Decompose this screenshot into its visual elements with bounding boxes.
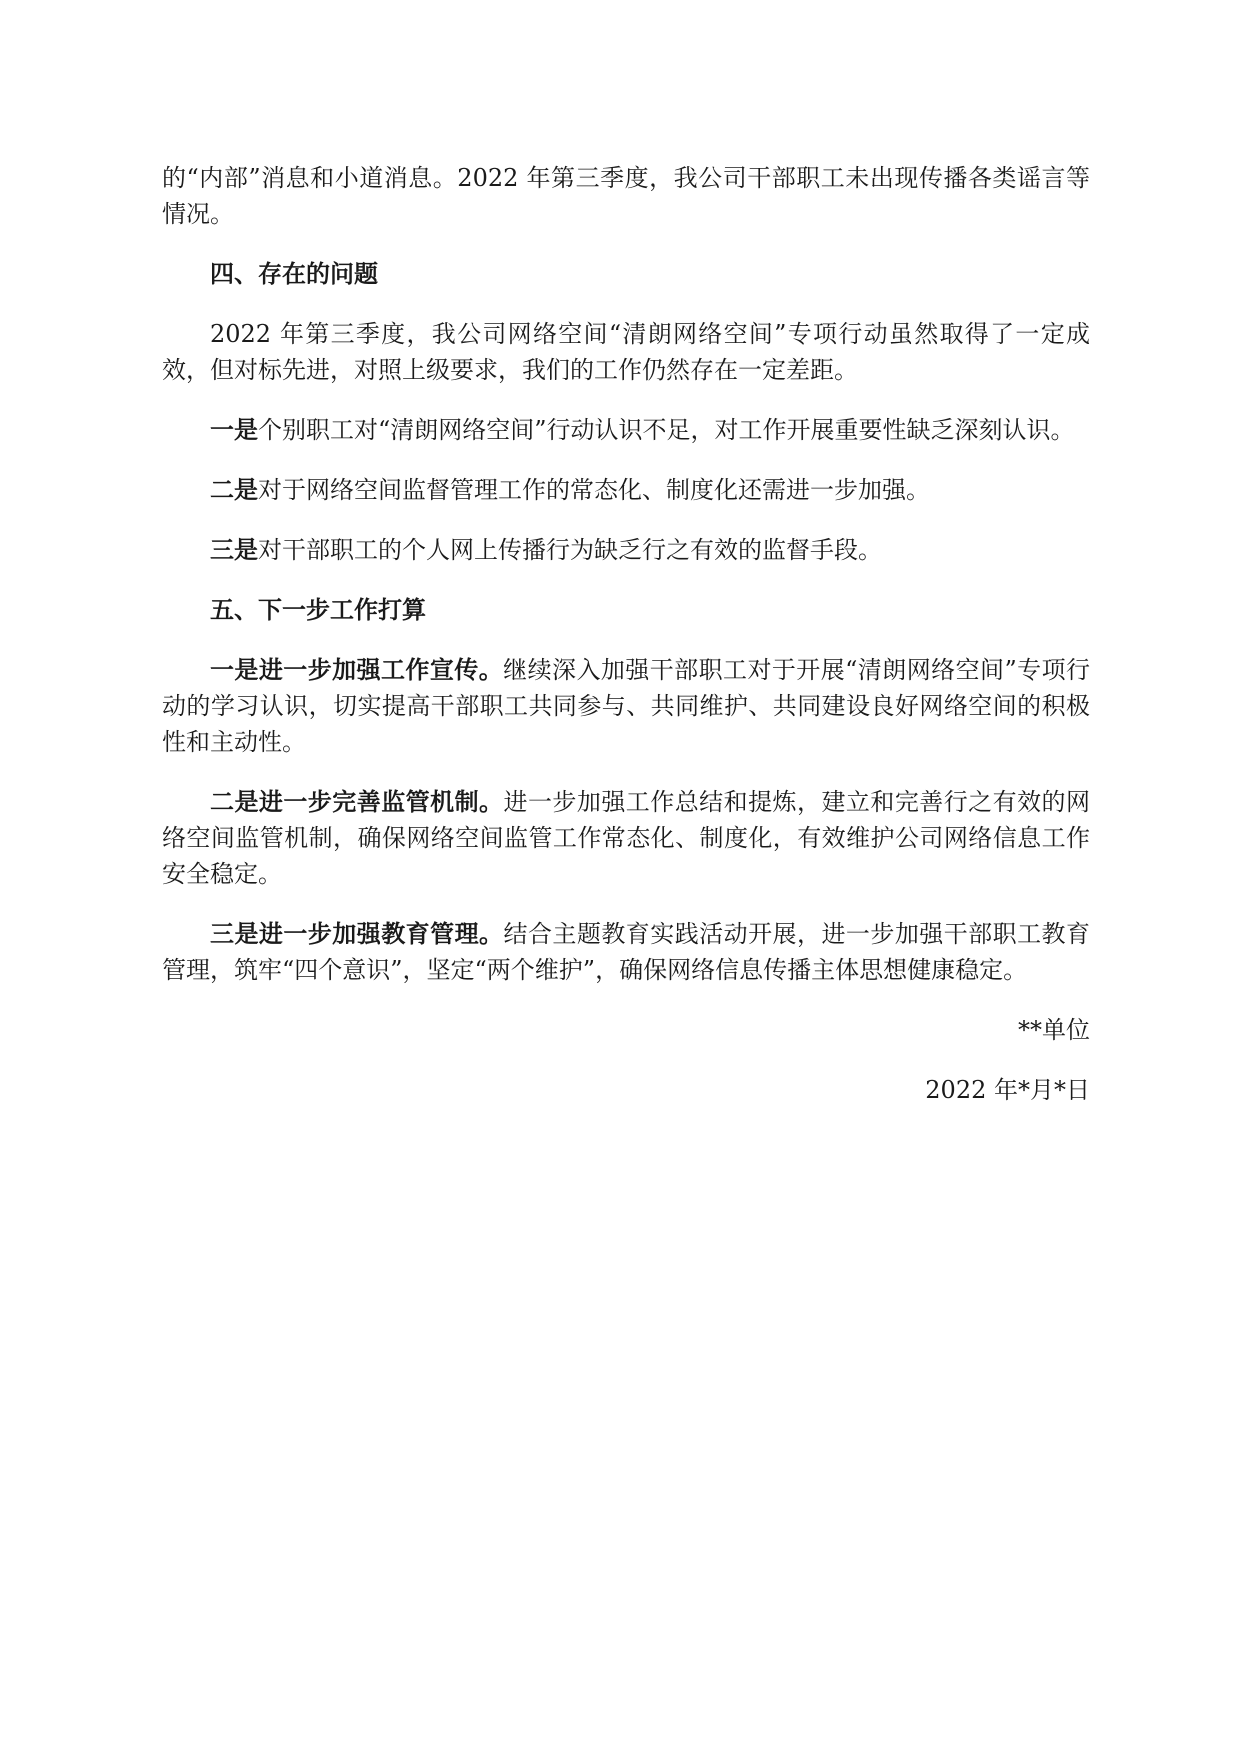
problem-item-2-lead: 二是 [210, 475, 258, 504]
problem-item-3 [162, 532, 1090, 568]
plan-item-1-text: 继续深入加强干部职工对于开展“清朗网络空间”专项行动的学习认识，切实提高干部职工共同参与、共同维护、共同建设良好网络空间的积极性和主动性。 [162, 656, 1090, 756]
plan-item-1 [162, 652, 1090, 760]
plan-item-3 [162, 916, 1090, 988]
plan-item-3-text: 结合主题教育实践活动开展，进一步加强干部职工教育管理，筑牢“四个意识”，坚定“两个维护”，确保网络信息传播主体思想健康稳定。 [162, 920, 1091, 984]
plan-item-2-lead: 二是进一步完善监管机制。 [210, 787, 504, 816]
section-heading-next-steps: 五、下一步工作打算 [210, 595, 426, 624]
plan-item-1-lead: 一是进一步加强工作宣传。 [210, 655, 504, 684]
signature-date: 2022 年*月*日 [925, 1076, 1090, 1104]
document-body [162, 160, 1090, 1108]
problem-item-1 [162, 412, 1090, 448]
signature-unit: **单位 [1018, 1016, 1090, 1044]
problem-item-3-text: 对干部职工的个人网上传播行为缺乏行之有效的监督手段。 [258, 536, 882, 564]
plan-item-3-lead: 三是进一步加强教育管理。 [210, 919, 504, 948]
problem-item-1-text: 个别职工对“清朗网络空间”行动认识不足，对工作开展重要性缺乏深刻认识。 [258, 416, 1075, 444]
plan-item-2 [162, 784, 1090, 892]
problem-item-2 [162, 472, 1090, 508]
problem-item-2-text: 对于网络空间监督管理工作的常态化、制度化还需进一步加强。 [258, 476, 930, 504]
plan-item-2-text: 进一步加强工作总结和提炼，建立和完善行之有效的网络空间监管机制，确保网络空间监管工作常态化、制度化，有效维护公司网络信息工作安全稳定。 [162, 788, 1091, 888]
problem-item-1-lead: 一是 [210, 415, 258, 444]
problem-item-3-lead: 三是 [210, 535, 258, 564]
continued-paragraph: 的“内部”消息和小道消息。2022 年第三季度，我公司干部职工未出现传播各类谣言等情况。 [162, 164, 1090, 228]
section-heading-problems: 四、存在的问题 [210, 259, 378, 288]
problems-intro-paragraph: 2022 年第三季度，我公司网络空间“清朗网络空间”专项行动虽然取得了一定成效，但对标先进，对照上级要求，我们的工作仍然存在一定差距。 [162, 320, 1090, 384]
